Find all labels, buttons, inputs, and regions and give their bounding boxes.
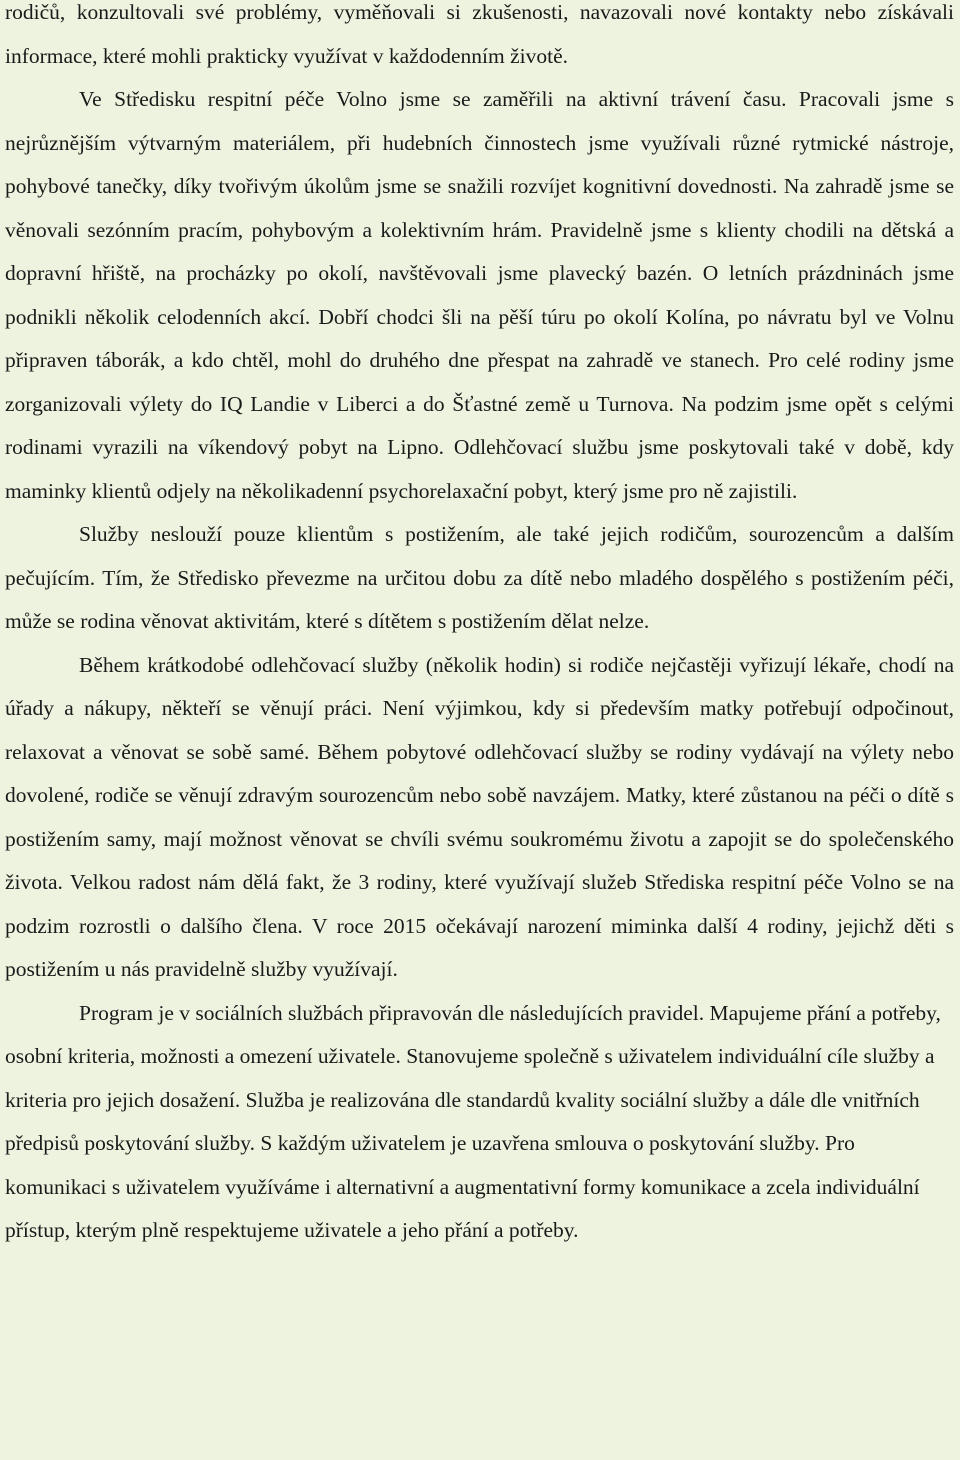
paragraph-services-for-families: Služby neslouží pouze klientům s postižením, ale také jejich rodičům, sourozencům a dalším pečujícím. Tím, že Středisko převezme na určitou dobu za dítě nebo mladého dospělého s postižením péči, může se rodina věnovat aktivitám, které s dítětem s postižením dělat nelze.: [5, 522, 954, 633]
paragraph-respite-benefits: Během krátkodobé odlehčovací služby (několik hodin) si rodiče nejčastěji vyřizují lékaře, chodí na úřady a nákupy, někteří se věnují práci. Není výjimkou, kdy si především matky potřebují odpočinout, relaxovat a věnovat se sobě samé. Během pobytové odlehčovací služby se rodiny vydávají na výlety nebo dovolené, rodiče se věnují zdravým sourozencům nebo sobě navzájem. Matky, které zůstanou na péči o dítě s postižením samy, mají možnost věnovat se chvíli svému soukromému životu a zapojit se do společenského života. Velkou radost nám dělá fakt, že 3 rodiny, které využívají služeb Střediska respitní péče Volno se na podzim rozrostli o dalšího člena. V roce 2015 očekávají narození miminka další 4 rodiny, jejichž děti s postižením u nás pravidelně služby využívají.: [5, 652, 954, 981]
paragraph-program-rules: Program je v sociálních službách připravován dle následujících pravidel. Mapujeme přání a potřeby, osobní kriteria, možnosti a omezení uživatele. Stanovujeme společně s uživatelem individuální cíle služby a kriteria pro jejich dosažení. Služba je realizována dle standardů kvality sociální služby a dále dle vnitřních předpisů poskytování služby. S každým uživatelem je uzavřena smlouva o poskytování služby. Pro komunikaci s uživatelem využíváme i alternativní a augmentativní formy komunikace a zcela individuální přístup, kterým plně respektujeme uživatele a jeho přání a potřeby.: [5, 1000, 941, 1242]
paragraph-activities: Ve Středisku respitní péče Volno jsme se zaměřili na aktivní trávení času. Pracovali jsme s nejrůznějším výtvarným materiálem, při hudebních činnostech jsme využívali různé rytmické nástroje, pohybové tanečky, díky tvořivým úkolům jsme se snažili rozvíjet kognitivní dovednosti. Na zahradě jsme se věnovali sezónním pracím, pohybovým a kolektivním hrám. Pravidelně jsme s klienty chodili na dětská a dopravní hřiště, na procházky po okolí, navštěvovali jsme plavecký bazén. O letních prázdninách jsme podnikli několik celodenních akcí. Dobří chodci šli na pěší túru po okolí Kolína, po návratu byl ve Volnu připraven táborák, a kdo chtěl, mohl do druhého dne přespat na zahradě ve stanech. Pro celé rodiny jsme zorganizovali výlety do IQ Landie v Liberci a do Šťastné země u Turnova. Na podzim jsme opět s celými rodinami vyrazili na víkendový pobyt na Lipno. Odlehčovací službu jsme poskytovali také v době, kdy maminky klientů odjely na několikadenní psychorelaxační pobyt, který jsme pro ně zajistili.: [5, 87, 954, 503]
paragraph-intro-continuation: rodičů, konzultovali své problémy, vyměňovali si zkušenosti, navazovali nové kontakty nebo získávali informace, které mohli prakticky využívat v každodenním životě.: [5, 0, 954, 68]
